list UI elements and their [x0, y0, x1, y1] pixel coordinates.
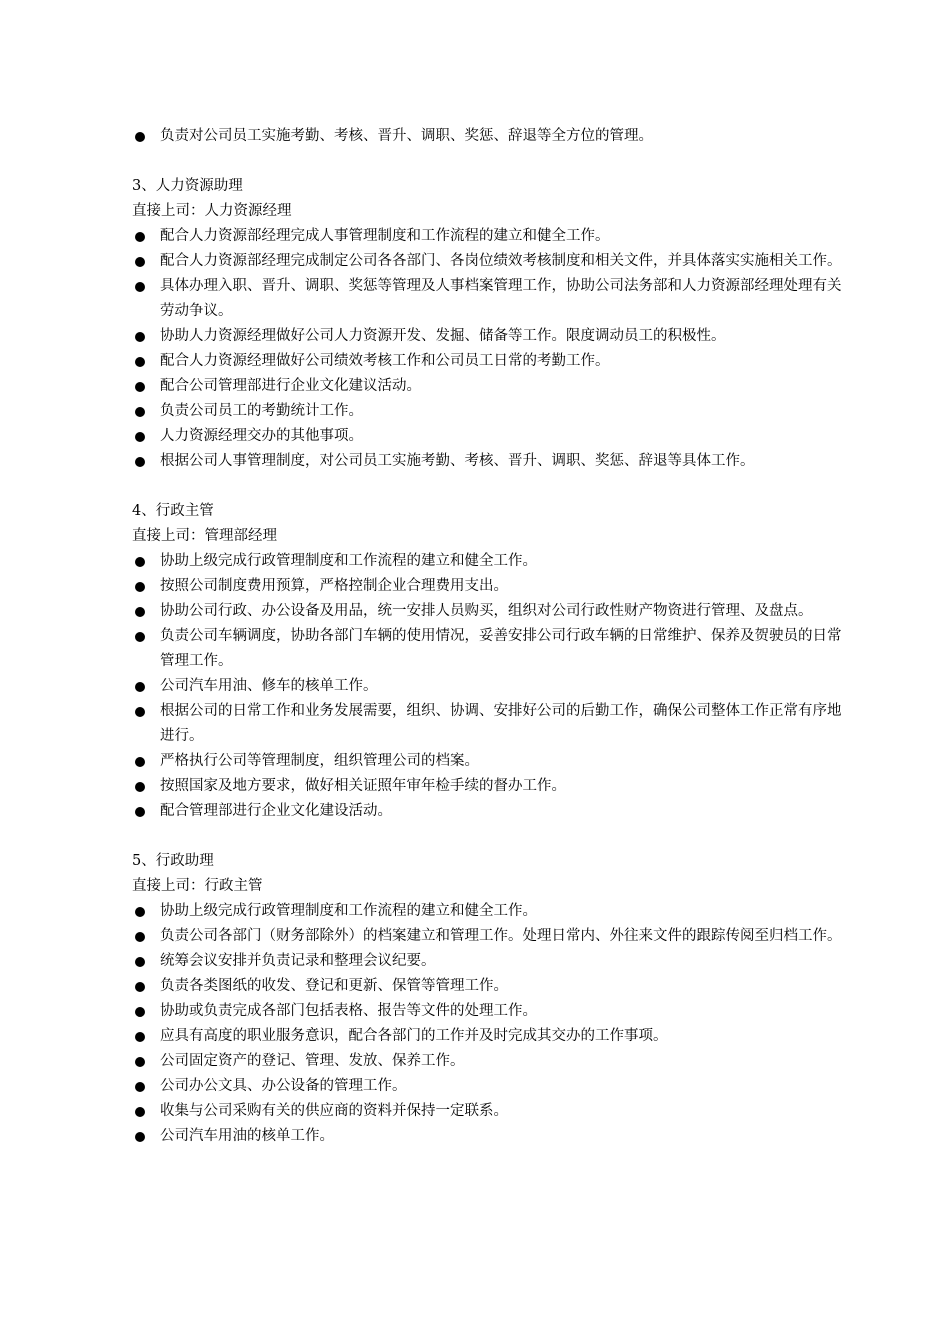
list-item: 协助或负责完成各部门包括表格、报告等文件的处理工作。: [132, 999, 852, 1024]
list-item: 应具有高度的职业服务意识，配合各部门的工作并及时完成其交办的工作事项。: [132, 1024, 852, 1049]
document-page: [132, 124, 852, 1149]
list-item: 配合公司管理部进行企业文化建议活动。: [132, 374, 852, 399]
list-item: 配合人力资源部经理完成人事管理制度和工作流程的建立和健全工作。: [132, 224, 852, 249]
job-section: [132, 174, 852, 474]
list-item: 按照国家及地方要求，做好相关证照年审年检手续的督办工作。: [132, 774, 852, 799]
duty-list: [132, 549, 852, 824]
section-title: 3、人力资源助理: [132, 178, 243, 194]
list-item: 配合管理部进行企业文化建设活动。: [132, 799, 852, 824]
list-item: 协助上级完成行政管理制度和工作流程的建立和健全工作。: [132, 899, 852, 924]
list-item: 协助公司行政、办公设备及用品，统一安排人员购买，组织对公司行政性财产物资进行管理、及盘点。: [132, 599, 852, 624]
supervisor-line: 直接上司：人力资源经理: [132, 203, 292, 219]
list-item: 公司汽车用油的核单工作。: [132, 1124, 852, 1149]
list-item: 负责公司员工的考勤统计工作。: [132, 399, 852, 424]
list-item: 具体办理入职、晋升、调职、奖惩等管理及人事档案管理工作，协助公司法务部和人力资源部经理处理有关劳动争议。: [132, 274, 852, 324]
list-item: 配合人力资源部经理完成制定公司各各部门、各岗位绩效考核制度和相关文件，并具体落实实施相关工作。: [132, 249, 852, 274]
list-item: 协助人力资源经理做好公司人力资源开发、发掘、储备等工作。限度调动员工的积极性。: [132, 324, 852, 349]
list-item: 根据公司人事管理制度，对公司员工实施考勤、考核、晋升、调职、奖惩、辞退等具体工作。: [132, 449, 852, 474]
list-item: 负责对公司员工实施考勤、考核、晋升、调职、奖惩、辞退等全方位的管理。: [132, 124, 852, 149]
duty-list: [132, 899, 852, 1149]
job-section: [132, 849, 852, 1149]
list-item: 人力资源经理交办的其他事项。: [132, 424, 852, 449]
list-item: 公司汽车用油、修车的核单工作。: [132, 674, 852, 699]
intro-list: [132, 124, 852, 149]
list-item: 公司固定资产的登记、管理、发放、保养工作。: [132, 1049, 852, 1074]
list-item: 收集与公司采购有关的供应商的资料并保持一定联系。: [132, 1099, 852, 1124]
list-item: 公司办公文具、办公设备的管理工作。: [132, 1074, 852, 1099]
duty-list: [132, 224, 852, 474]
list-item: 负责公司各部门（财务部除外）的档案建立和管理工作。处理日常内、外往来文件的跟踪传阅至归档工作。: [132, 924, 852, 949]
list-item: 严格执行公司等管理制度，组织管理公司的档案。: [132, 749, 852, 774]
list-item: 负责公司车辆调度，协助各部门车辆的使用情况，妥善安排公司行政车辆的日常维护、保养及贺驶员的日常管理工作。: [132, 624, 852, 674]
sections-container: [132, 174, 852, 1149]
section-title: 5、行政助理: [132, 853, 214, 869]
list-item: 负责各类图纸的收发、登记和更新、保管等管理工作。: [132, 974, 852, 999]
supervisor-line: 直接上司：行政主管: [132, 878, 263, 894]
list-item: 协助上级完成行政管理制度和工作流程的建立和健全工作。: [132, 549, 852, 574]
job-section: [132, 499, 852, 824]
list-item: 配合人力资源经理做好公司绩效考核工作和公司员工日常的考勤工作。: [132, 349, 852, 374]
list-item: 根据公司的日常工作和业务发展需要，组织、协调、安排好公司的后勤工作，确保公司整体工作正常有序地进行。: [132, 699, 852, 749]
list-item: 统筹会议安排并负责记录和整理会议纪要。: [132, 949, 852, 974]
section-title: 4、行政主管: [132, 503, 214, 519]
list-item: 按照公司制度费用预算，严格控制企业合理费用支出。: [132, 574, 852, 599]
supervisor-line: 直接上司：管理部经理: [132, 528, 277, 544]
